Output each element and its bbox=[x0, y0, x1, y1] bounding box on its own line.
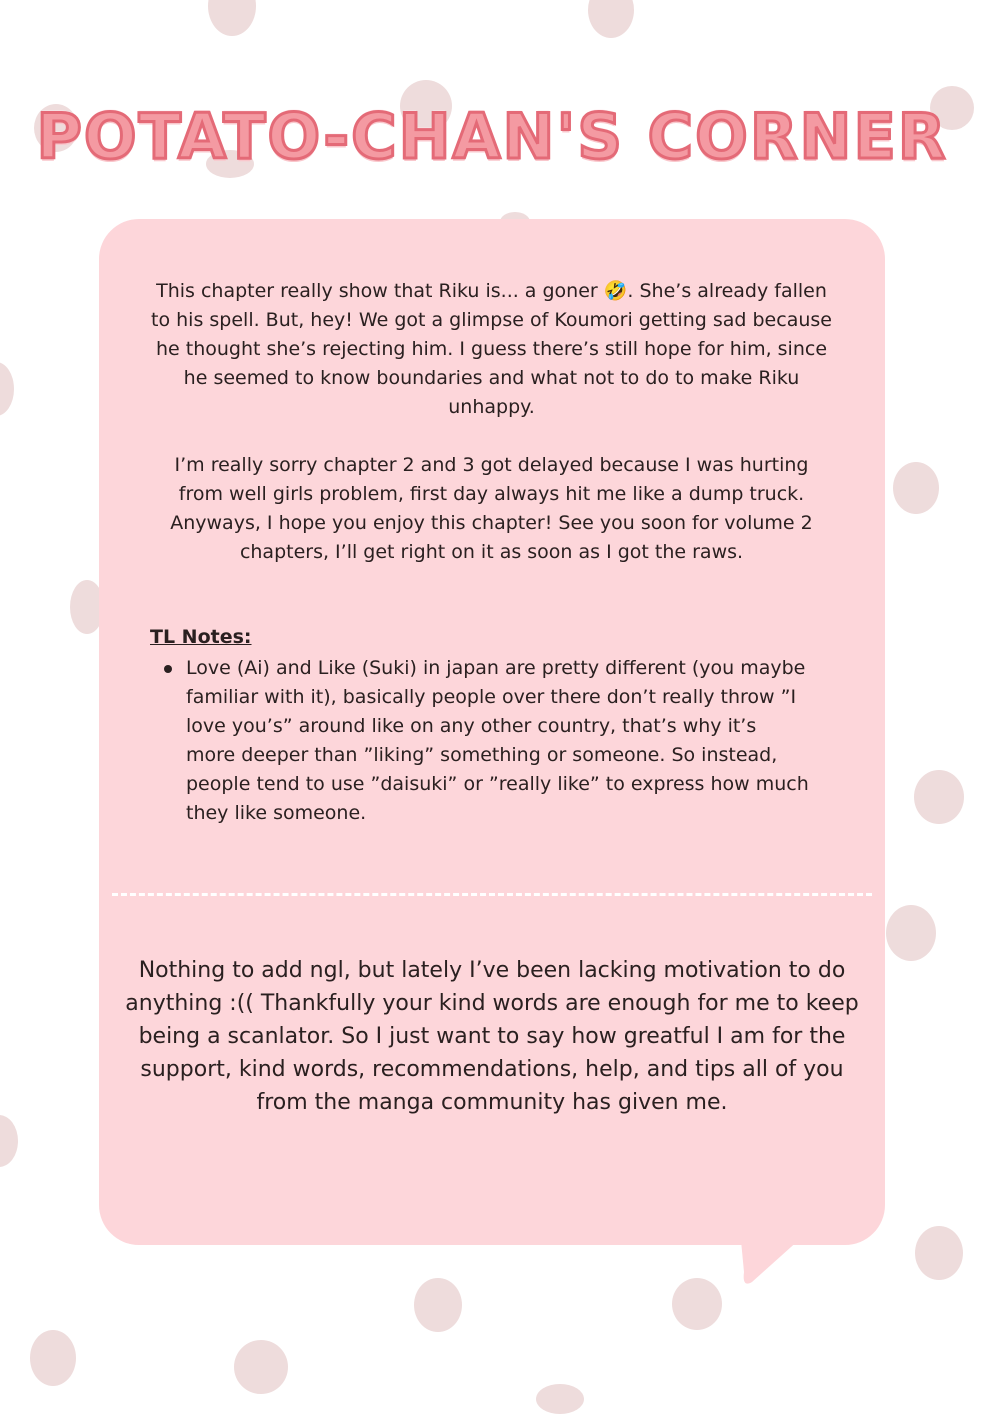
background-dot bbox=[536, 1384, 584, 1414]
tl-note-text: Love (Ai) and Like (Suki) in japan are pretty different (you maybe familiar with it), basically people over there don’t really throw ”I love you’s” around like on any other country, that’s why it’s more deeper than ”liking” something or someone. So instead, people tend to use ”daisuki” or ”really like” to express how much they like someone. bbox=[186, 657, 809, 824]
background-dot bbox=[886, 905, 936, 961]
list-item bbox=[160, 654, 810, 828]
background-dot bbox=[0, 362, 14, 416]
background-dot bbox=[588, 0, 634, 38]
page-title: POTATO-CHAN'S CORNER bbox=[36, 100, 948, 173]
dashed-divider bbox=[112, 893, 872, 896]
background-dot bbox=[672, 1278, 722, 1330]
background-dot bbox=[414, 1278, 462, 1332]
background-dot bbox=[893, 462, 939, 514]
paragraph-chapter-thoughts: This chapter really show that Riku is... a goner 🤣. She’s already fallen to his spell. But, hey! We got a glimpse of Koumori getting sad because he thought she’s rejecting him. I guess there’s still hope for him, since he seemed to know boundaries and what not to do to make Riku unhappy. bbox=[151, 280, 832, 418]
background-dot bbox=[0, 1115, 18, 1167]
background-dot bbox=[208, 0, 256, 36]
paragraph-apology: I’m really sorry chapter 2 and 3 got delayed because I was hurting from well girls problem, first day always hit me like a dump truck. Anyways, I hope you enjoy this chapter! See you soon for volume 2 chapters, I’ll get right on it as soon as I got the raws. bbox=[170, 454, 813, 563]
background-dot bbox=[914, 770, 964, 824]
background-dot bbox=[30, 1330, 76, 1386]
closing-message: Nothing to add ngl, but lately I’ve been lacking motivation to do anything :(( Thankfully your kind words are enough for me to keep being a scanlator. So I just want to say how greatful I am for the support, kind words, recommendations, help, and tips all of you from the manga community has given me. bbox=[125, 958, 859, 1115]
background-dot bbox=[915, 1226, 963, 1280]
tl-notes-list bbox=[160, 654, 810, 828]
bullet-icon bbox=[164, 665, 172, 673]
background-dot bbox=[234, 1340, 288, 1394]
tl-notes-heading: TL Notes: bbox=[150, 626, 252, 648]
